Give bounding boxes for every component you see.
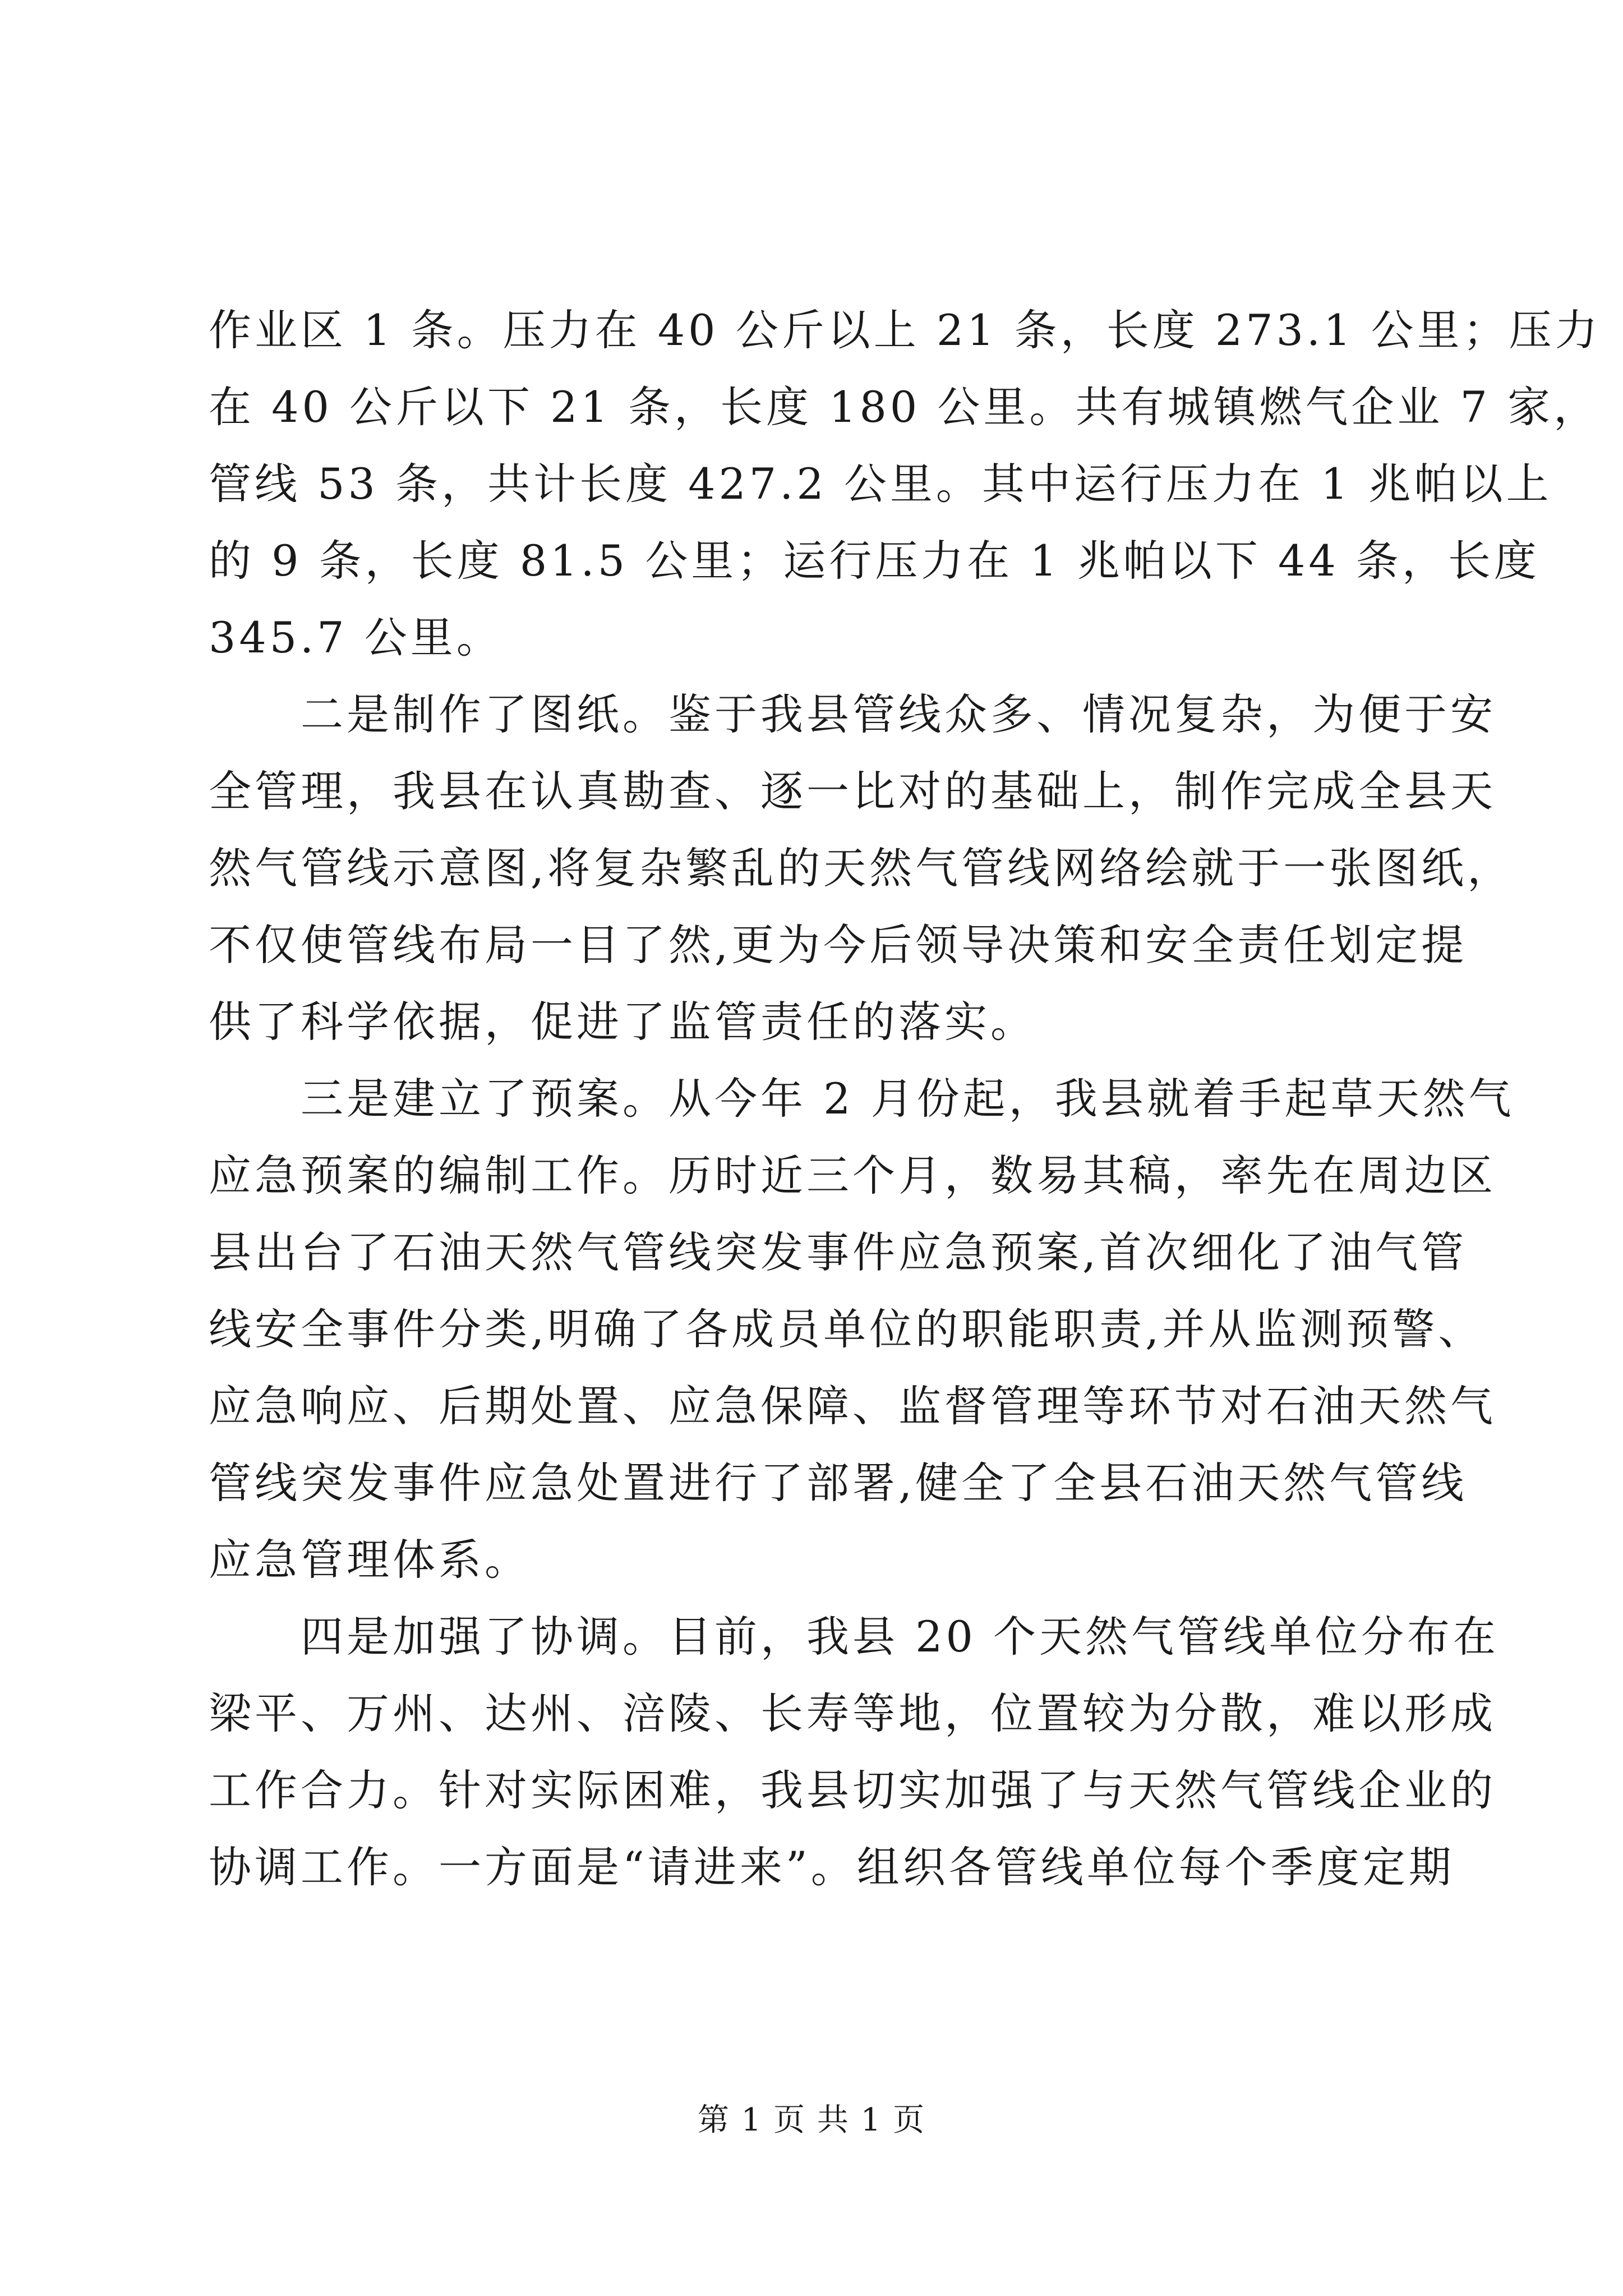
text-line: 管线突发事件应急处置进行了部署,健全了全县石油天然气管线 (209, 1458, 1468, 1508)
text-line: 作业区 1 条。压力在 40 公斤以上 21 条，长度 273.1 公里；压力 (209, 305, 1601, 355)
text-line: 工作合力。针对实际困难，我县切实加强了与天然气管线企业的 (209, 1765, 1496, 1815)
text-line: 管线 53 条，共计长度 427.2 公里。其中运行压力在 1 兆帕以上 (209, 459, 1552, 509)
text-line: 应急管理体系。 (209, 1535, 531, 1585)
text-line: 梁平、万州、达州、涪陵、长寿等地，位置较为分散，难以形成 (209, 1688, 1496, 1738)
text-line: 二是制作了图纸。鉴于我县管线众多、情况复杂，为便于安 (209, 689, 1496, 739)
text-line: 四是加强了协调。目前，我县 20 个天然气管线单位分布在 (209, 1612, 1500, 1662)
text-line: 在 40 公斤以下 21 条，长度 180 公里。共有城镇燃气企业 7 家， (209, 382, 1600, 432)
text-line: 线安全事件分类,明确了各成员单位的职能职责,并从监测预警、 (209, 1304, 1484, 1354)
text-line: 不仅使管线布局一目了然,更为今后领导决策和安全责任划定提 (209, 920, 1468, 970)
text-line: 345.7 公里。 (209, 613, 502, 662)
text-line: 县出台了石油天然气管线突发事件应急预案,首次细化了油气管 (209, 1227, 1468, 1277)
page-number-label: 第 1 页 共 1 页 (697, 2102, 926, 2138)
text-line: 然气管线示意图,将复杂繁乱的天然气管线网络绘就于一张图纸， (209, 843, 1514, 893)
document-body (209, 292, 1601, 1906)
text-line: 供了科学依据，促进了监管责任的落实。 (209, 997, 1036, 1047)
text-line: 的 9 条，长度 81.5 公里；运行压力在 1 兆帕以下 44 条，长度 (209, 536, 1540, 586)
text-line: 协调工作。一方面是“请进来”。组织各管线单位每个季度定期 (209, 1842, 1455, 1892)
text-line: 应急响应、后期处置、应急保障、监督管理等环节对石油天然气 (209, 1381, 1496, 1431)
text-line: 应急预案的编制工作。历时近三个月，数易其稿，率先在周边区 (209, 1151, 1496, 1200)
text-line: 全管理，我县在认真勘查、逐一比对的基础上，制作完成全县天 (209, 766, 1496, 816)
text-line: 三是建立了预案。从今年 2 月份起，我县就着手起草天然气 (209, 1074, 1515, 1124)
page-footer (0, 2098, 1623, 2143)
